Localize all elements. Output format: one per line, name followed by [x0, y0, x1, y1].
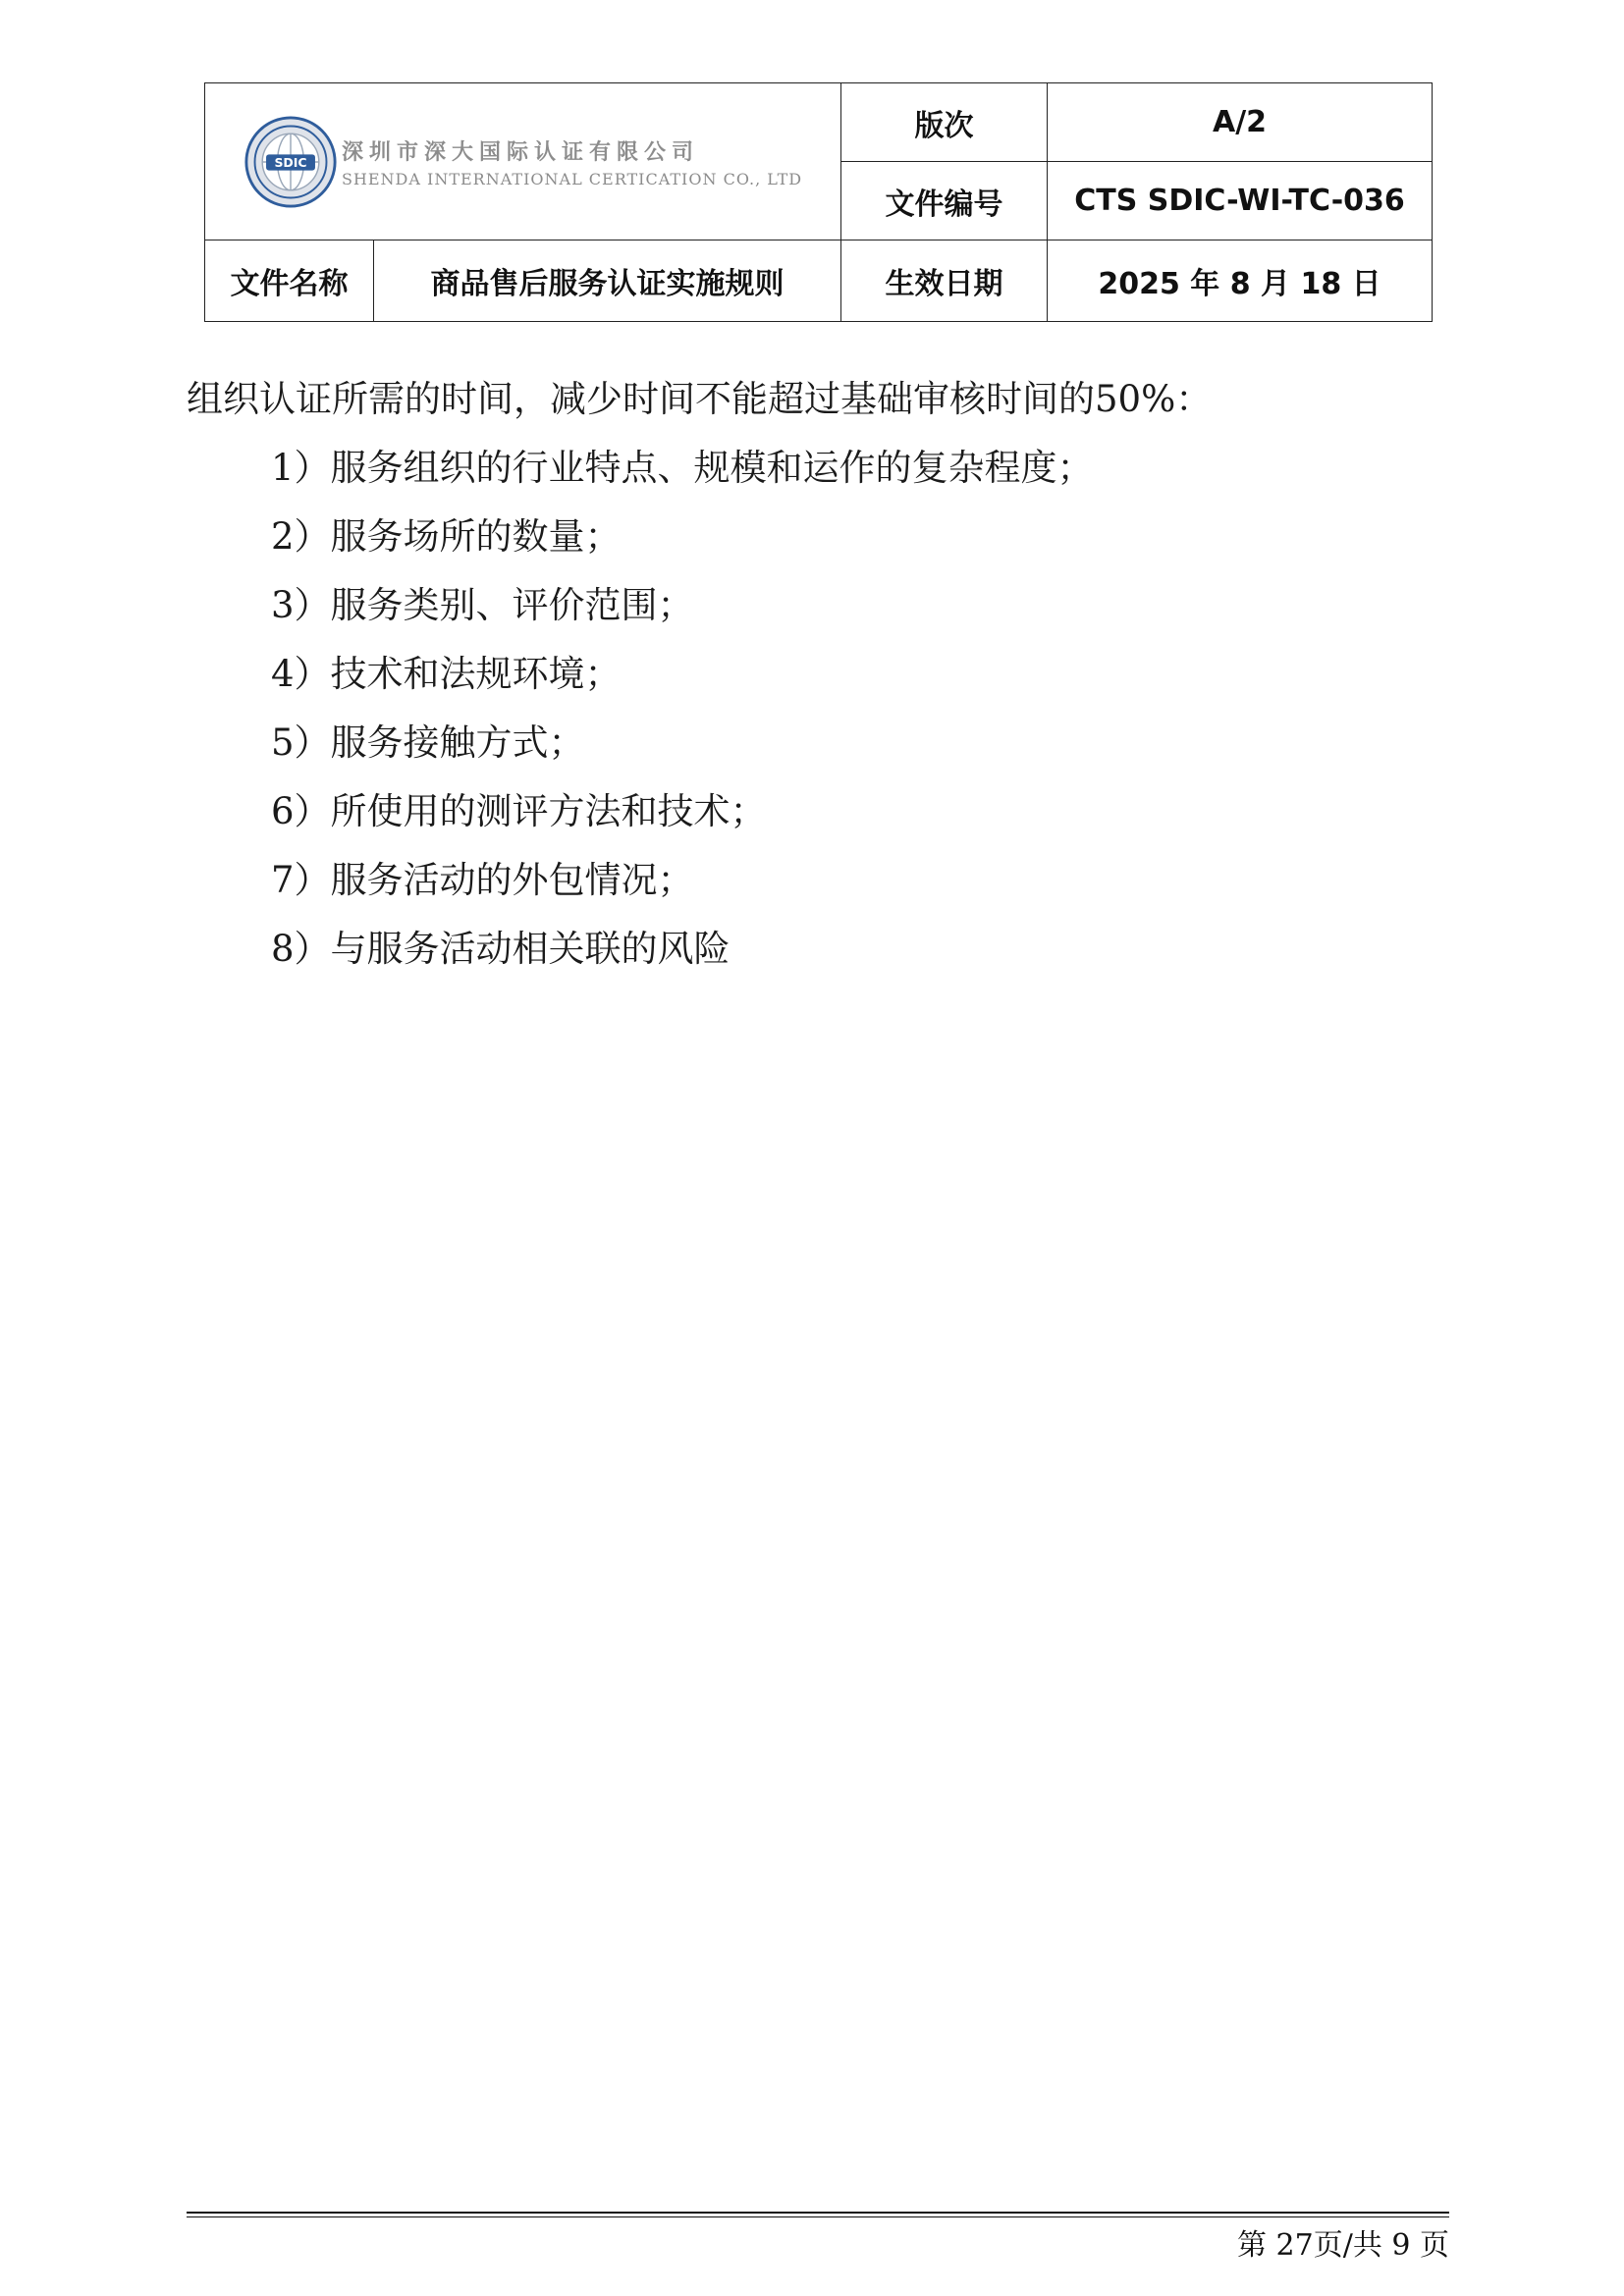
document-body — [187, 365, 1434, 984]
list-item: 8）与服务活动相关联的风险 — [271, 928, 731, 970]
footer-divider — [187, 2212, 1449, 2214]
intro-paragraph: 组织认证所需的时间，减少时间不能超过基础审核时间的50%： — [187, 378, 1213, 420]
list-item: 4）技术和法规环境； — [271, 653, 622, 695]
list-item: 3）服务类别、评价范围； — [271, 584, 694, 626]
version-label: 版次 — [841, 83, 1048, 162]
list-item: 5）服务接触方式； — [271, 721, 585, 764]
footer-divider-thin — [187, 2216, 1449, 2217]
logo-emblem-text: SDIC — [274, 154, 307, 170]
company-name-cn: 深圳市深大国际认证有限公司 — [341, 139, 699, 165]
page-number: 第 27页/共 9 页 — [1237, 2228, 1449, 2263]
document-number-value: CTS SDIC-WI-TC-036 — [1048, 162, 1433, 240]
document-name-value: 商品售后服务认证实施规则 — [374, 240, 841, 322]
list-item: 6）所使用的测评方法和技术； — [271, 790, 767, 832]
document-number-label: 文件编号 — [841, 162, 1048, 240]
effective-date-value: 2025 年 8 月 18 日 — [1048, 240, 1433, 322]
document-header-table — [204, 82, 1433, 322]
document-name-label: 文件名称 — [205, 240, 374, 322]
version-value: A/2 — [1048, 83, 1433, 162]
company-logo-icon — [244, 115, 338, 209]
company-name-en: SHENDA INTERNATIONAL CERTICATION CO., LTD — [341, 169, 803, 188]
list-item: 2）服务场所的数量； — [271, 515, 622, 558]
list-item: 7）服务活动的外包情况； — [271, 859, 694, 901]
effective-date-label: 生效日期 — [841, 240, 1048, 322]
list-item: 1）服务组织的行业特点、规模和运作的复杂程度； — [271, 447, 1094, 489]
company-logo-cell — [205, 83, 841, 240]
